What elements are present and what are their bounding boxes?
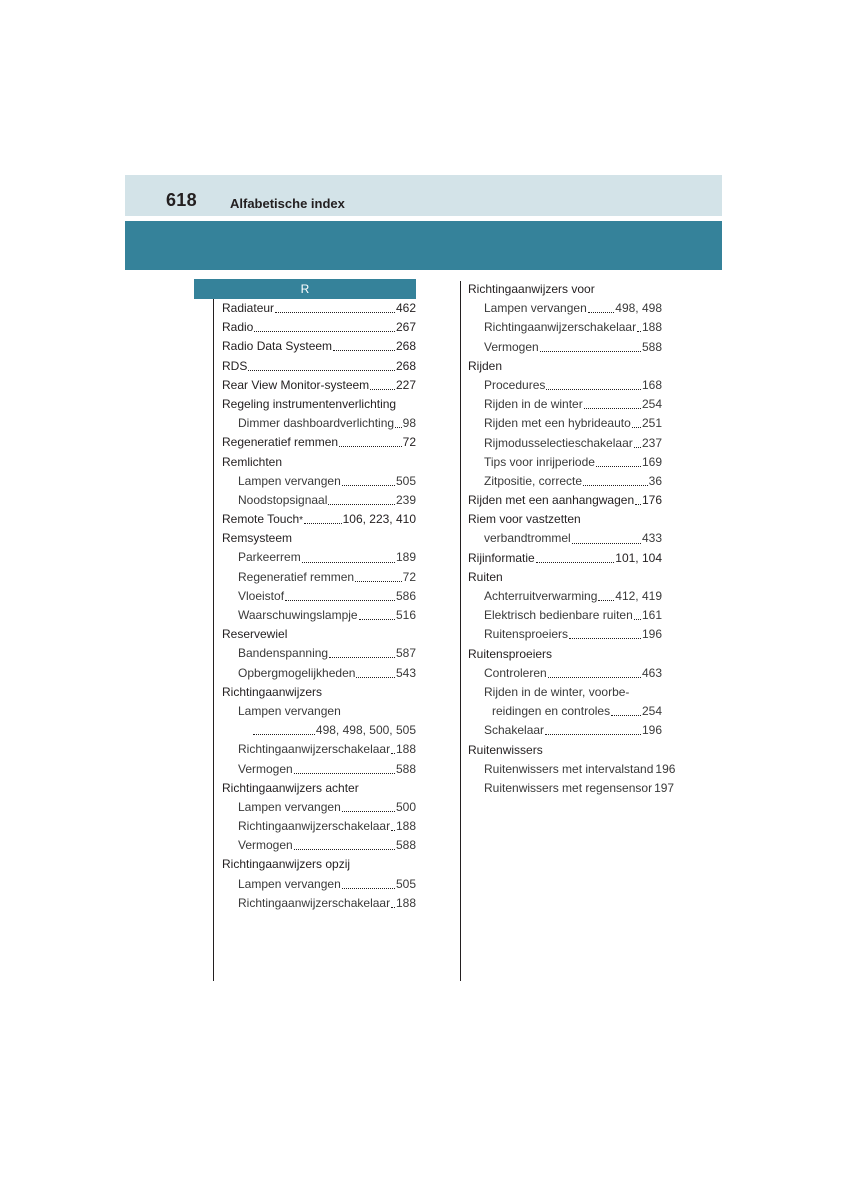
index-entry-page: 463: [641, 665, 662, 680]
leader-dots: [294, 849, 395, 850]
index-entry-page: 106, 223, 410: [342, 512, 416, 527]
index-entry: [222, 414, 416, 433]
index-entry-term: Regeling instrumentenverlichting: [222, 396, 397, 411]
leader-dots: [275, 312, 395, 313]
index-entry: [222, 357, 416, 376]
index-entry-page: 498, 498, 500, 505: [315, 723, 416, 738]
index-entry: [222, 664, 416, 683]
index-entry-term: Rijmodusselectieschakelaar: [484, 435, 633, 450]
index-entry-term: Regeneratief remmen: [238, 569, 355, 584]
index-entry-term: Achterruitverwarming: [484, 589, 598, 603]
index-entry: [468, 510, 662, 529]
index-entry: [222, 894, 416, 913]
page-number: 618: [166, 190, 197, 210]
index-entry: [468, 683, 662, 702]
index-entry-page: 500: [395, 799, 416, 814]
index-entry-page: 505: [395, 876, 416, 891]
index-entry: [222, 875, 416, 894]
index-entry: [468, 606, 662, 625]
index-letter-heading: R: [194, 279, 416, 299]
index-entry-term: reidingen en controles: [492, 704, 611, 719]
index-entry-term: Elektrisch bedienbare ruiten: [484, 608, 633, 623]
index-entry: [222, 568, 416, 587]
leader-dots: [248, 370, 395, 371]
index-entry: [222, 453, 416, 472]
index-entry-term: Remlichten: [222, 454, 283, 469]
leader-dots: [391, 753, 395, 754]
index-column-left: [222, 299, 416, 913]
index-entry-term: Ruitensproeiers: [468, 646, 553, 661]
leader-dots: [355, 581, 402, 582]
index-entry: [222, 587, 416, 606]
index-entry: [468, 338, 662, 357]
index-entry-term: Ruitenwissers met regensensor: [484, 780, 653, 795]
leader-dots: [548, 677, 641, 678]
index-entry: [468, 280, 662, 299]
index-entry-term: Richtingaanwijzers: [222, 684, 323, 699]
index-entry-term: Richtingaanwijzerschakelaar: [238, 742, 391, 757]
leader-dots: [342, 485, 395, 486]
leader-dots: [572, 543, 641, 544]
index-entry-term: Vloeistof: [238, 588, 285, 603]
leader-dots: [359, 619, 395, 620]
leader-dots: [395, 427, 402, 428]
index-entry-page: 267: [395, 320, 416, 335]
leader-dots: [540, 351, 641, 352]
index-entry: [222, 760, 416, 779]
index-entry-term: Lampen vervangen: [238, 703, 341, 718]
index-entry-page: 36: [648, 473, 662, 488]
index-entry-term: Rijden in de winter, voorbe-: [484, 684, 630, 699]
index-entry: [222, 817, 416, 836]
leader-dots: [634, 447, 641, 448]
index-entry-page: 196: [641, 723, 662, 738]
index-entry-term: Rijden in de winter: [484, 397, 583, 412]
index-entry-term: Rijden: [468, 358, 503, 373]
leader-dots: [333, 350, 395, 351]
index-entry-page: 196: [655, 761, 676, 776]
index-entry: [222, 491, 416, 510]
index-entry-term: Remote Touch: [222, 512, 300, 527]
leader-dots: [546, 389, 641, 390]
index-entry: [468, 625, 662, 644]
index-entry-term: Richtingaanwijzerschakelaar: [484, 320, 637, 335]
index-entry: [468, 299, 662, 318]
index-entry: [222, 395, 416, 414]
index-entry-term: verbandtrommel: [484, 531, 571, 546]
index-entry-page: 586: [395, 588, 416, 603]
index-entry-term: Rijinformatie: [468, 550, 535, 565]
index-entry: [222, 683, 416, 702]
index-entry-page: 268: [395, 339, 416, 354]
section-title: Alfabetische index: [230, 196, 345, 211]
index-entry-page: 412, 419: [615, 589, 662, 603]
index-entry-term: Radio Data Systeem: [222, 339, 333, 354]
index-entry: [468, 414, 662, 433]
index-entry-term: Lampen vervangen: [484, 301, 587, 316]
index-entry-term: Vermogen: [238, 761, 293, 776]
index-entry-term: Rijden met een hybrideauto: [484, 416, 631, 431]
index-entry-page: 72: [402, 569, 416, 584]
index-entry-page: 196: [641, 627, 662, 642]
index-entry-term: Vermogen: [238, 838, 293, 853]
leader-dots: [588, 312, 615, 313]
index-entry-page: 98: [402, 416, 416, 431]
index-entry-page: 188: [395, 895, 416, 910]
index-entry-page: 254: [641, 397, 662, 412]
index-entry: [468, 395, 662, 414]
leader-dots: [583, 485, 648, 486]
index-entry-page: 161: [641, 608, 662, 623]
index-entry-page: 433: [641, 531, 662, 546]
index-entry-term: Zitpositie, correcte: [484, 473, 583, 488]
index-entry-page: 72: [402, 435, 416, 450]
index-entry: [222, 625, 416, 644]
index-entry-term: Ruiten: [468, 569, 503, 584]
index-entry-term: Dimmer dashboardverlichting: [238, 416, 395, 431]
index-entry-term: Radiateur: [222, 301, 275, 315]
index-entry-term: Vermogen: [484, 339, 539, 354]
index-entry-term: Procedures: [484, 377, 546, 392]
index-entry-page: 168: [641, 377, 662, 392]
leader-dots: [285, 600, 395, 601]
index-entry-page: 543: [395, 665, 416, 680]
leader-dots: [328, 504, 395, 505]
index-entry-page: 227: [395, 377, 416, 392]
leader-dots: [584, 408, 641, 409]
leader-dots: [635, 504, 641, 505]
index-entry-term: Remsysteem: [222, 531, 293, 546]
index-entry: [468, 645, 662, 664]
index-entry-page: 188: [641, 320, 662, 335]
index-entry-term: Richtingaanwijzerschakelaar: [238, 819, 391, 834]
leader-dots: [632, 427, 641, 428]
index-entry-page: 588: [641, 339, 662, 354]
index-entry-page: 505: [395, 473, 416, 488]
index-entry-term: Lampen vervangen: [238, 799, 341, 814]
index-entry: [468, 318, 662, 337]
leader-dots: [254, 331, 395, 332]
index-entry-term: Ruitenwissers met intervalstand: [484, 761, 654, 776]
leader-dots: [370, 389, 395, 390]
index-entry: [468, 568, 662, 587]
index-entry: Remote Touch * 106, 223, 410: [222, 510, 416, 529]
index-entry-page: 462: [395, 301, 416, 315]
index-entry-page: 588: [395, 761, 416, 776]
leader-dots: [569, 638, 641, 639]
index-entry: [468, 760, 676, 779]
index-entry-term: Ruitensproeiers: [484, 627, 569, 642]
index-entry: [468, 453, 662, 472]
index-entry: [222, 376, 416, 395]
index-entry-page: 254: [641, 704, 662, 719]
index-entry-page: 169: [641, 454, 662, 469]
index-entry-page: 188: [395, 819, 416, 834]
index-entry-term: Bandenspanning: [238, 646, 329, 661]
index-entry: [468, 779, 675, 798]
leader-dots: [302, 562, 395, 563]
index-entry: [222, 721, 416, 740]
index-entry: [222, 644, 416, 663]
header-band: [125, 175, 722, 216]
index-column-right: [468, 280, 676, 798]
index-entry: [468, 549, 662, 568]
leader-dots: [253, 734, 315, 735]
index-entry-page: 251: [641, 416, 662, 431]
index-entry-page: 587: [395, 646, 416, 661]
index-entry-term: Parkeerrem: [238, 550, 301, 565]
index-entry-page: 197: [654, 780, 675, 795]
index-entry: [222, 702, 416, 721]
index-entry-page: 239: [395, 492, 416, 507]
index-entry-term: Rear View Monitor-systeem: [222, 377, 370, 392]
index-entry-page: 588: [395, 838, 416, 853]
left-column-divider: [213, 299, 214, 981]
index-entry-term: Richtingaanwijzers achter: [222, 780, 359, 795]
index-entry: [222, 798, 416, 817]
index-entry-term: Schakelaar: [484, 723, 545, 738]
leader-dots: [637, 331, 641, 332]
leader-dots: [611, 715, 641, 716]
index-entry: [468, 434, 662, 453]
index-entry-page: 188: [395, 742, 416, 757]
index-entry: [468, 702, 662, 721]
leader-dots: [536, 562, 615, 563]
index-entry-term: Reservewiel: [222, 627, 288, 642]
index-entry-page: 101, 104: [615, 550, 662, 565]
index-entry: [468, 721, 662, 740]
index-entry-term: Waarschuwingslampje: [238, 608, 358, 622]
index-entry-term: RDS: [222, 358, 248, 373]
index-entry: [222, 318, 416, 337]
index-entry-term: Ruitenwissers: [468, 742, 543, 757]
index-entry: [468, 357, 662, 376]
index-entry-term: Richtingaanwijzerschakelaar: [238, 895, 391, 910]
leader-dots: [356, 677, 395, 678]
leader-dots: [634, 619, 641, 620]
index-entry: [468, 664, 662, 683]
center-column-divider: [460, 281, 461, 981]
index-entry: [468, 529, 662, 548]
index-entry-term: Opbergmogelijkheden: [238, 665, 356, 680]
index-entry-term: Riem voor vastzetten: [468, 512, 581, 527]
leader-dots: [342, 888, 395, 889]
index-entry: [222, 337, 416, 356]
index-entry-term: Richtingaanwijzers opzij: [222, 857, 351, 872]
leader-dots: [342, 811, 395, 812]
index-entry-page: 176: [641, 493, 662, 508]
leader-dots: [598, 600, 614, 601]
index-entry: [222, 855, 416, 874]
index-entry: [468, 472, 662, 491]
index-entry-term: Tips voor inrijperiode: [484, 454, 595, 469]
leader-dots: [596, 466, 641, 467]
index-entry-page: 268: [395, 358, 416, 373]
index-entry-term: Radio: [222, 320, 254, 335]
leader-dots: [339, 446, 402, 447]
index-entry-term: Noodstopsignaal: [238, 492, 328, 507]
leader-dots: [391, 830, 395, 831]
index-entry: [222, 779, 416, 798]
leader-dots: [391, 907, 395, 908]
index-entry-term: Richtingaanwijzers voor: [468, 282, 595, 296]
leader-dots: [329, 657, 395, 658]
index-entry: [222, 299, 416, 318]
index-entry-page: 189: [395, 550, 416, 565]
index-entry: [468, 376, 662, 395]
index-entry: [222, 836, 416, 855]
index-entry: [222, 433, 416, 452]
index-entry-term: Rijden met een aanhangwagen: [468, 493, 635, 508]
index-entry-term: Controleren: [484, 665, 547, 680]
index-entry: [222, 548, 416, 567]
index-entry-term: Lampen vervangen: [238, 473, 341, 488]
index-entry: [468, 587, 662, 606]
index-entry: [468, 741, 662, 760]
index-entry: [222, 472, 416, 491]
header-accent-band: [125, 221, 722, 270]
index-entry: [222, 740, 416, 759]
index-entry: [468, 491, 662, 510]
index-entry-term: Lampen vervangen: [238, 876, 341, 891]
leader-dots: [545, 734, 641, 735]
index-entry: [222, 606, 416, 625]
index-entry: [222, 529, 416, 548]
index-entry-term: Regeneratief remmen: [222, 435, 339, 450]
leader-dots: [304, 523, 342, 524]
leader-dots: [294, 773, 395, 774]
index-entry-page: 498, 498: [615, 301, 662, 316]
index-entry-page: 237: [641, 435, 662, 450]
index-entry-page: 516: [395, 608, 416, 622]
